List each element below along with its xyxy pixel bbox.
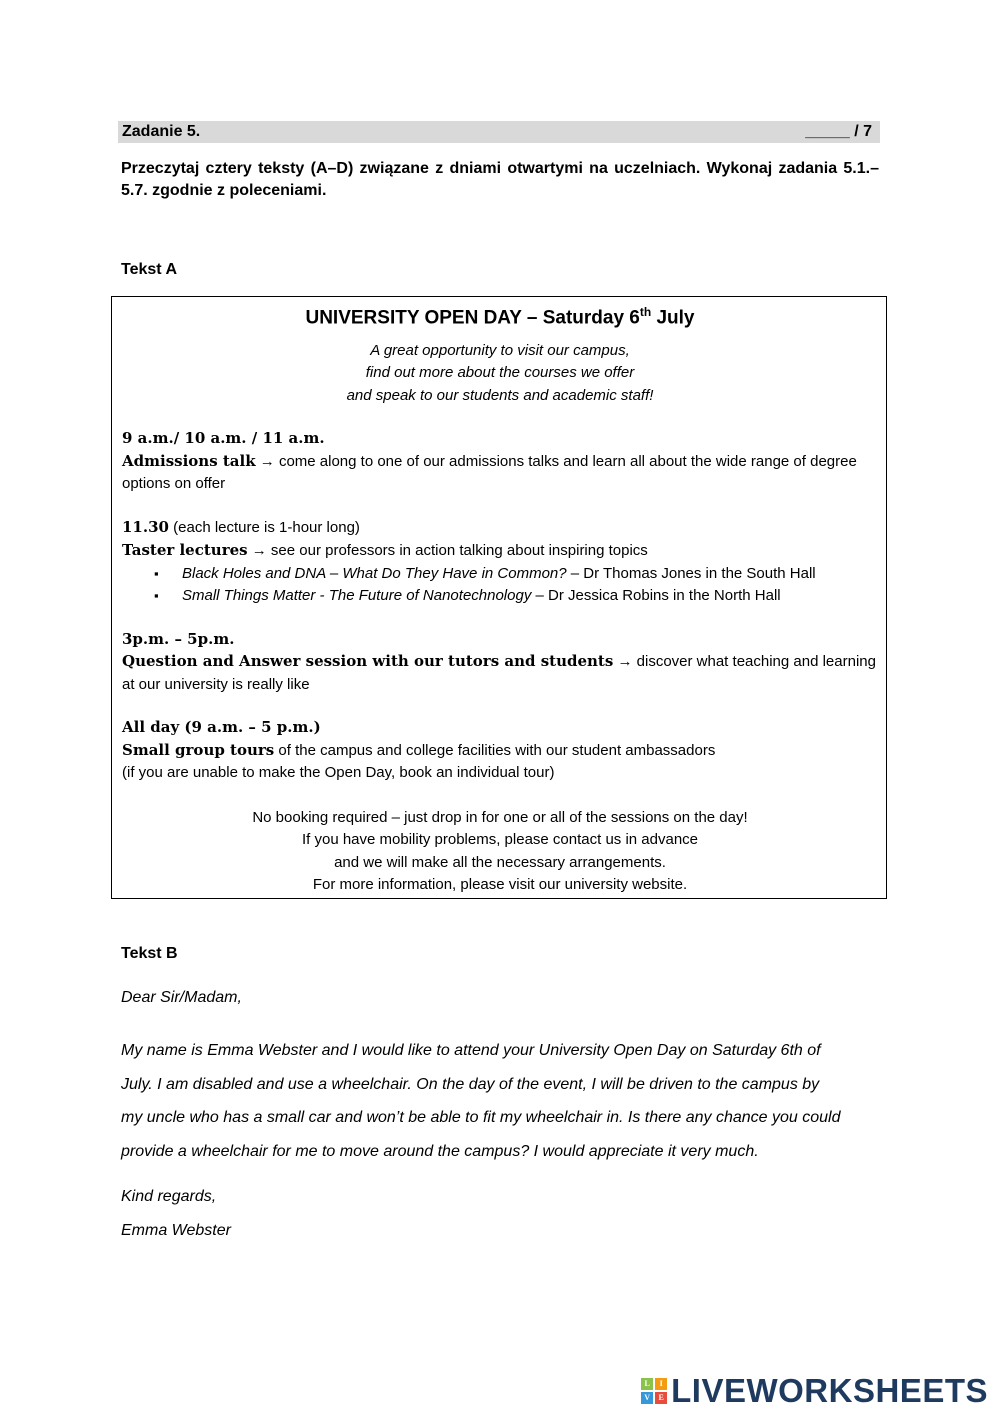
lectures-time: 11.30	[122, 517, 169, 536]
qa-section	[122, 628, 878, 697]
qa-time: 3p.m. – 5p.m.	[122, 629, 235, 648]
list-item: ▪ Small Things Matter - The Future of Nanotechnology – Dr Jessica Robins in the North Hall	[182, 585, 878, 608]
letter-signature: Emma Webster	[121, 1222, 231, 1239]
admissions-name: Admissions talk	[122, 451, 256, 470]
admissions-desc: → come along to one of our admissions talks and learn all about the wide range of degree options on offer	[122, 452, 857, 493]
admissions-section	[122, 427, 878, 496]
flyer-intro: A great opportunity to visit our campus, find out more about the courses we offer and speak to our students and academic staff!	[346, 341, 654, 404]
admissions-time: 9 a.m./ 10 a.m. / 11 a.m.	[122, 429, 325, 448]
text-b-label: Tekst B	[121, 945, 178, 962]
lectures-section	[122, 516, 878, 608]
task-header-bar	[118, 121, 880, 143]
flyer-footer: No booking required – just drop in for one or all of the sessions on the day! If you have mobility problems, please contact us in advance and we will make all the necessary arrangements. For more information, please visit our university website.	[252, 808, 748, 894]
letter-body: My name is Emma Webster and I would like to attend your University Open Day on Saturday 6th of July. I am disabled and use a wheelchair. On the day of the event, I will be driven to the campus by my uncle who has a small car and won’t be able to fit my wheelchair in. Is there any chance you could provide a wheelchair for me to move around the campus? I would appreciate it very much.	[121, 1042, 841, 1160]
qa-desc: → discover what teaching and learning at our university is really like	[122, 653, 876, 693]
letter-greeting: Dear Sir/Madam,	[121, 989, 242, 1006]
tours-section	[122, 716, 878, 785]
lecture-list	[122, 563, 878, 608]
flyer-title: UNIVERSITY OPEN DAY – Saturday 6th July	[305, 305, 695, 329]
logo-text: LIVEWORKSHEETS	[671, 1372, 988, 1409]
task-instructions: Przeczytaj cztery teksty (A–D) związane z dniami otwartymi na uczelniach. Wykonaj zadania 5.1.–5.7. zgodnie z poleceniami.	[121, 160, 879, 199]
lectures-name: Taster lectures	[122, 541, 248, 560]
liveworksheets-logo	[641, 1373, 988, 1409]
open-day-flyer	[111, 296, 887, 899]
lectures-time-note: (each lecture is 1-hour long)	[168, 518, 360, 536]
tours-note: (if you are unable to make the Open Day, book an individual tour)	[122, 764, 555, 782]
qa-name: Question and Answer session with our tutors and students	[122, 652, 614, 671]
tours-time: All day (9 a.m. – 5 p.m.)	[122, 718, 321, 737]
letter	[121, 986, 891, 1243]
text-a-label: Tekst A	[121, 261, 178, 278]
task-title: Zadanie 5.	[122, 123, 201, 140]
lectures-desc: → see our professors in action talking about inspiring topics	[247, 542, 648, 560]
tours-desc: of the campus and college facilities with our student ambassadors	[274, 741, 716, 759]
letter-closing: Kind regards,	[121, 1188, 217, 1205]
logo-mark-icon: L I V E	[641, 1378, 667, 1404]
tours-name: Small group tours	[122, 740, 275, 759]
list-item: ▪ Black Holes and DNA – What Do They Have in Common? – Dr Thomas Jones in the South Hall	[182, 563, 878, 586]
task-score: _____ / 7	[805, 123, 872, 140]
